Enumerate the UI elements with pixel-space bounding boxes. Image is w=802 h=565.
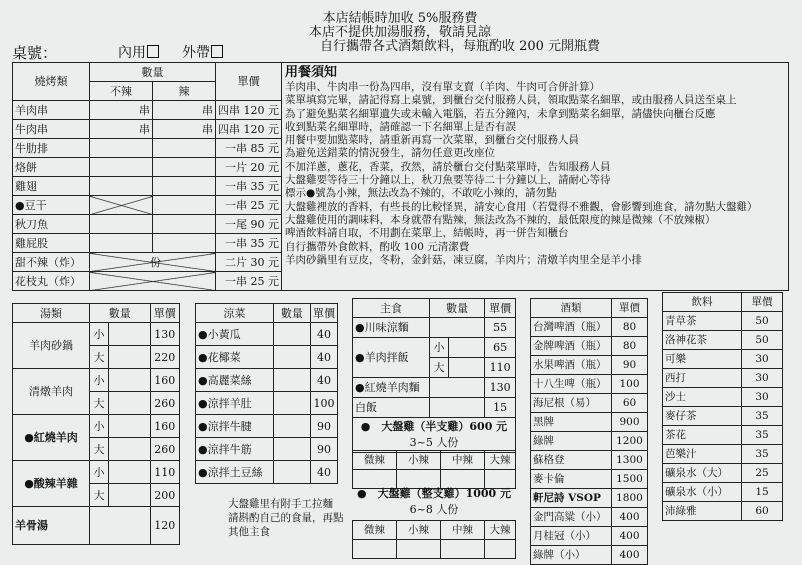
alcohol-price: 60 bbox=[612, 394, 648, 413]
bbq-item-price: 一串 35 元 bbox=[216, 234, 282, 253]
chicken-whole-serves: 6~8 人份 bbox=[409, 503, 459, 516]
cold-qty[interactable] bbox=[273, 323, 310, 346]
soup-price: 110 bbox=[150, 461, 180, 484]
drink-price: 30 bbox=[742, 388, 783, 407]
table-row bbox=[196, 415, 338, 438]
table-row bbox=[663, 464, 783, 483]
cold-price: 90 bbox=[311, 438, 338, 461]
alcohol-item-name: 台灣啤酒（瓶） bbox=[531, 318, 612, 337]
table-row bbox=[531, 470, 648, 489]
drink-item-name: 礦泉水（小） bbox=[663, 483, 742, 502]
bbq-spicy-qty[interactable] bbox=[153, 177, 216, 196]
table-row bbox=[531, 489, 648, 508]
table-row bbox=[663, 312, 783, 331]
cold-dishes-table bbox=[195, 303, 338, 484]
rule-line: 為了避免點菜名細單遺失或未輸入電腦，若五分鐘內，未拿到點菜名細單，請儘快向櫃台反應 bbox=[285, 107, 716, 120]
rule-line: 大盤雞裡放的香料，有些長的比較怪異，請安心食用（若覺得不雅觀，會影響到進食，請勿點大盤雞） bbox=[285, 200, 758, 213]
table-row bbox=[531, 375, 648, 394]
table-row bbox=[663, 350, 783, 369]
size-large: 大 bbox=[90, 484, 109, 507]
cold-qty[interactable] bbox=[273, 415, 310, 438]
dine-in-checkbox[interactable] bbox=[147, 45, 159, 58]
rule-line: 啤酒飲料請自取，不用劃在菜單上，結帳時，再一併告知櫃台 bbox=[285, 227, 569, 240]
spice-small: 小辣 bbox=[397, 521, 441, 540]
note-line: 其他主食 bbox=[228, 526, 270, 538]
notice-no-soup-refill: 本店不提供加湯服務，敬請見諒 bbox=[308, 25, 491, 40]
soup-qty[interactable] bbox=[109, 346, 151, 369]
table-row bbox=[531, 356, 648, 375]
cold-qty[interactable] bbox=[273, 346, 310, 369]
bbq-mild-qty[interactable] bbox=[90, 215, 153, 234]
bbq-spicy-qty[interactable] bbox=[153, 139, 216, 158]
alcohol-header-price: 單價 bbox=[612, 299, 648, 318]
drinks-header-price: 單價 bbox=[742, 293, 783, 312]
table-row bbox=[531, 318, 648, 337]
drink-price: 35 bbox=[742, 445, 783, 464]
bbq-spicy-qty[interactable]: 串 bbox=[153, 101, 216, 120]
drink-item-name: 沙士 bbox=[663, 388, 742, 407]
bbq-item-price: 四串 120 元 bbox=[216, 101, 282, 120]
drink-price: 35 bbox=[742, 407, 783, 426]
soup-qty[interactable] bbox=[109, 484, 151, 507]
soup-price: 260 bbox=[150, 438, 180, 461]
soup-price: 120 bbox=[150, 507, 180, 545]
dining-rules bbox=[282, 63, 789, 291]
soup-qty[interactable] bbox=[109, 438, 151, 461]
drink-item-name: 青草茶 bbox=[663, 312, 742, 331]
size-small: 小 bbox=[90, 461, 109, 484]
bbq-mild-qty-unavailable bbox=[90, 196, 153, 215]
takeout-option[interactable] bbox=[182, 42, 223, 62]
bbq-mild-qty[interactable] bbox=[90, 139, 153, 158]
bbq-item-price: 一串 25 元 bbox=[216, 196, 282, 215]
alcohol-item-name: 金牌啤酒（瓶） bbox=[531, 337, 612, 356]
alcohol-price: 400 bbox=[612, 527, 648, 546]
alcohol-item-name: 綠牌（小） bbox=[531, 546, 612, 565]
staple-header-name: 主食 bbox=[353, 299, 430, 318]
spice-qty[interactable] bbox=[397, 540, 441, 559]
cold-header-name: 涼菜 bbox=[196, 304, 274, 323]
soup-header-qty: 數量 bbox=[90, 304, 151, 323]
soup-price: 130 bbox=[150, 323, 180, 346]
cold-qty[interactable] bbox=[273, 438, 310, 461]
bbq-qty-portion[interactable]: 份 bbox=[90, 253, 216, 272]
rule-line: 標示●號為小辣，無法改為不辣的，不敢吃小辣的，請勿點 bbox=[285, 187, 557, 200]
table-row bbox=[663, 426, 783, 445]
cold-item-name: ●高麗菜絲 bbox=[196, 369, 274, 392]
bbq-item-price: 一串 25 元 bbox=[216, 272, 282, 291]
soup-item-name: ●酸辣羊雜 bbox=[13, 461, 90, 507]
bbq-item-name: ●豆干 bbox=[13, 196, 90, 215]
soup-table bbox=[12, 303, 180, 545]
table-row bbox=[663, 331, 783, 350]
staple-item-name: ●川味涼麵 bbox=[353, 318, 430, 338]
notice-corkage-fee: 自行攜帶各式酒類飲料，每瓶酌收 200 元開瓶費 bbox=[319, 39, 601, 54]
staple-header-qty: 數量 bbox=[430, 299, 485, 318]
bbq-qty-unavailable bbox=[90, 272, 216, 291]
soup-item-name: 羊肉砂鍋 bbox=[13, 323, 90, 369]
table-row bbox=[531, 546, 648, 565]
staple-item-name: ●紅燒羊肉麵 bbox=[353, 378, 430, 398]
drink-price: 50 bbox=[742, 331, 783, 350]
alcohol-item-name: 蘇格登 bbox=[531, 451, 612, 470]
spice-mild: 微辣 bbox=[353, 521, 397, 540]
bbq-header-qty: 數量 bbox=[90, 63, 216, 82]
alcohol-item-name: 麥卡倫 bbox=[531, 470, 612, 489]
rule-line: 羊肉砂鍋里有豆皮，冬粉，金針菇，凍豆腐，羊肉片；清燉羊肉里全是羊小排 bbox=[285, 253, 642, 266]
bbq-header-name: 燒烤類 bbox=[13, 63, 90, 101]
big-plate-chicken-note bbox=[228, 497, 344, 539]
chicken-whole-title: ● 大盤雞（整支雞）1000 元 bbox=[356, 487, 512, 500]
staple-price: 130 bbox=[485, 378, 516, 398]
soup-item-name: 羊骨湯 bbox=[13, 507, 90, 545]
bbq-mild-qty[interactable]: 串 bbox=[90, 101, 153, 120]
staple-qty[interactable] bbox=[430, 318, 485, 338]
drink-item-name: 茶花 bbox=[663, 426, 742, 445]
header-notices bbox=[270, 12, 530, 40]
staple-header-price: 單價 bbox=[485, 299, 516, 318]
soup-qty[interactable] bbox=[109, 461, 151, 484]
alcohol-price: 90 bbox=[612, 356, 648, 375]
rule-line: 收到點菜名細單時，請確認一下名細單上是否有誤 bbox=[285, 120, 516, 133]
table-row bbox=[531, 508, 648, 527]
bbq-spicy-qty[interactable] bbox=[153, 158, 216, 177]
bbq-item-name: 雞翅 bbox=[13, 177, 90, 196]
staple-item-name: 白飯 bbox=[353, 398, 430, 418]
rule-line: 不加洋蔥，蔥花，香菜，孜然，請於櫃台交付點菜單時，告知服務人員 bbox=[285, 160, 611, 173]
bbq-table bbox=[12, 62, 789, 291]
bbq-header-spicy: 辣 bbox=[153, 82, 216, 101]
table-row bbox=[196, 346, 338, 369]
rule-line: 自行攜帶外食飲料，酌收 100 元清潔費 bbox=[285, 240, 470, 253]
drink-price: 60 bbox=[742, 502, 783, 521]
soup-price: 200 bbox=[150, 484, 180, 507]
alcohol-item-name: 十八生啤（瓶） bbox=[531, 375, 612, 394]
table-row bbox=[196, 323, 338, 346]
rule-line: 用餐中要加點菜時，請重新再寫一次菜單，到櫃台交付服務人員 bbox=[285, 134, 579, 147]
staple-qty[interactable] bbox=[430, 398, 485, 418]
note-line: 大盤雞里有附手工拉麵 bbox=[228, 498, 333, 510]
cold-price: 40 bbox=[311, 369, 338, 392]
bbq-mild-qty[interactable] bbox=[90, 158, 153, 177]
bbq-item-price: 一片 20 元 bbox=[216, 158, 282, 177]
drink-item-name: 礦泉水（大） bbox=[663, 464, 742, 483]
bbq-item-price: 二片 30 元 bbox=[216, 253, 282, 272]
rule-line: 大盤雞使用的調味料，本身就帶有點辣，無法改為不辣的，最低限度的辣是微辣（不放辣椒） bbox=[285, 213, 716, 226]
table-row bbox=[663, 445, 783, 464]
size-large: 大 bbox=[430, 358, 449, 378]
alcohol-item-name: 海尼根（易） bbox=[531, 394, 612, 413]
table-number-label: 桌號： bbox=[12, 44, 58, 62]
soup-price: 260 bbox=[150, 392, 180, 415]
soup-qty[interactable] bbox=[109, 323, 151, 346]
drink-price: 15 bbox=[742, 483, 783, 502]
spice-mild: 微辣 bbox=[353, 451, 397, 470]
alcohol-item-name: 月桂冠（小） bbox=[531, 527, 612, 546]
bbq-item-name: 烙餅 bbox=[13, 158, 90, 177]
drink-item-name: 芭樂汁 bbox=[663, 445, 742, 464]
table-row bbox=[196, 369, 338, 392]
drink-price: 30 bbox=[742, 350, 783, 369]
cold-item-name: ●涼拌牛腱 bbox=[196, 415, 274, 438]
staple-price: 15 bbox=[485, 398, 516, 418]
drink-item-name: 可樂 bbox=[663, 350, 742, 369]
spice-hot: 大辣 bbox=[485, 521, 516, 540]
cold-price: 40 bbox=[311, 346, 338, 369]
alcohol-header-name: 酒類 bbox=[531, 299, 612, 318]
chicken-whole-spice-table bbox=[352, 520, 516, 559]
bbq-item-name: 雞屁股 bbox=[13, 234, 90, 253]
note-line: 請斟酌自己的食量，再點 bbox=[228, 512, 344, 524]
cold-item-name: ●涼拌土豆絲 bbox=[196, 461, 274, 484]
table-row bbox=[531, 413, 648, 432]
cold-price: 40 bbox=[311, 461, 338, 484]
staple-qty[interactable] bbox=[430, 378, 485, 398]
bbq-item-name: 牛肉串 bbox=[13, 120, 90, 139]
soup-header-price: 單價 bbox=[150, 304, 180, 323]
alcohol-price: 80 bbox=[612, 318, 648, 337]
alcohol-price: 900 bbox=[612, 413, 648, 432]
drink-item-name: 洛神花茶 bbox=[663, 331, 742, 350]
table-row bbox=[531, 527, 648, 546]
size-small: 小 bbox=[430, 338, 449, 358]
cold-qty[interactable] bbox=[273, 461, 310, 484]
bbq-mild-qty[interactable] bbox=[90, 234, 153, 253]
alcohol-table bbox=[530, 298, 648, 565]
bbq-item-price: 一串 35 元 bbox=[216, 177, 282, 196]
table-row bbox=[196, 438, 338, 461]
table-row bbox=[663, 369, 783, 388]
bbq-item-name: 牛肋排 bbox=[13, 139, 90, 158]
cold-header-price: 單價 bbox=[311, 304, 338, 323]
alcohol-price: 1800 bbox=[612, 489, 648, 508]
table-row bbox=[663, 483, 783, 502]
drink-price: 25 bbox=[742, 464, 783, 483]
size-small: 小 bbox=[90, 323, 109, 346]
bbq-item-name: 羊肉串 bbox=[13, 101, 90, 120]
bbq-item-name: 秋刀魚 bbox=[13, 215, 90, 234]
cold-item-name: ●小黃瓜 bbox=[196, 323, 274, 346]
alcohol-price: 1500 bbox=[612, 470, 648, 489]
table-row bbox=[196, 392, 338, 415]
drink-price: 50 bbox=[742, 312, 783, 331]
drink-item-name: 麥仔茶 bbox=[663, 407, 742, 426]
rule-line: 羊肉串、牛肉串一份為四串，沒有單支賣（羊肉、牛肉可合併計算） bbox=[285, 81, 600, 93]
soup-item-name: ●紅燒羊肉 bbox=[13, 415, 90, 461]
staple-table bbox=[352, 298, 516, 453]
drink-item-name: 沛綠雅 bbox=[663, 502, 742, 521]
table-row bbox=[531, 432, 648, 451]
chicken-half-spice-table bbox=[352, 450, 516, 489]
bbq-item-price: 四串 120 元 bbox=[216, 120, 282, 139]
bbq-spicy-qty[interactable] bbox=[153, 234, 216, 253]
cold-qty[interactable] bbox=[273, 369, 310, 392]
soup-qty[interactable] bbox=[109, 415, 151, 438]
table-row bbox=[196, 461, 338, 484]
alcohol-item-name: 金門高粱（小） bbox=[531, 508, 612, 527]
chicken-half-title: ● 大盤雞（半支雞）600 元 bbox=[360, 420, 508, 433]
size-large: 大 bbox=[90, 392, 109, 415]
size-small: 小 bbox=[90, 369, 109, 392]
notice-service-charge: 本店結帳時加收 5%服務費 bbox=[322, 11, 478, 26]
soup-qty[interactable] bbox=[109, 392, 151, 415]
bbq-spicy-qty[interactable] bbox=[153, 196, 216, 215]
cold-price: 40 bbox=[311, 323, 338, 346]
rule-line: 大盤雞要等待三十分鐘以上，秋刀魚要等待二十分鐘以上，請耐心等待 bbox=[285, 174, 611, 187]
rule-line: 菜單填寫完畢，請記得寫上桌號，到櫃台交付服務人員，領取點菜名細單，或由服務人員送至桌上 bbox=[285, 94, 737, 107]
alcohol-price: 400 bbox=[612, 546, 648, 565]
alcohol-price: 100 bbox=[612, 375, 648, 394]
size-small: 小 bbox=[90, 415, 109, 438]
spice-qty[interactable] bbox=[441, 540, 485, 559]
table-row bbox=[663, 502, 783, 521]
staple-price: 55 bbox=[485, 318, 516, 338]
spice-qty[interactable] bbox=[485, 540, 516, 559]
drinks-table bbox=[662, 292, 783, 521]
soup-qty[interactable] bbox=[90, 507, 151, 545]
soup-price: 160 bbox=[150, 415, 180, 438]
alcohol-item-name: 黑牌 bbox=[531, 413, 612, 432]
staple-item-name: ●羊肉拌飯 bbox=[353, 338, 430, 378]
spice-small: 小辣 bbox=[397, 451, 441, 470]
drink-price: 35 bbox=[742, 426, 783, 445]
soup-qty[interactable] bbox=[109, 369, 151, 392]
bbq-spicy-qty[interactable] bbox=[153, 215, 216, 234]
spice-medium: 中辣 bbox=[441, 451, 485, 470]
alcohol-price: 80 bbox=[612, 337, 648, 356]
big-plate-chicken-half bbox=[353, 418, 516, 453]
table-row bbox=[531, 451, 648, 470]
cold-header-qty: 數量 bbox=[273, 304, 310, 323]
soup-price: 160 bbox=[150, 369, 180, 392]
bbq-item-name: 甜不辣（炸） bbox=[13, 253, 90, 272]
bbq-mild-qty[interactable] bbox=[90, 177, 153, 196]
bbq-item-price: 一尾 90 元 bbox=[216, 215, 282, 234]
spice-hot: 大辣 bbox=[485, 451, 516, 470]
dine-in-option[interactable] bbox=[118, 42, 159, 62]
cold-item-name: ●涼拌羊肚 bbox=[196, 392, 274, 415]
rules-title: 用餐須知 bbox=[285, 65, 338, 80]
staple-qty[interactable] bbox=[449, 358, 485, 378]
soup-header-name: 湯類 bbox=[13, 304, 90, 323]
big-plate-chicken-whole bbox=[352, 486, 516, 518]
staple-price: 110 bbox=[485, 358, 516, 378]
bbq-spicy-qty[interactable]: 串 bbox=[153, 120, 216, 139]
alcohol-price: 1200 bbox=[612, 432, 648, 451]
bbq-item-price: 一串 85 元 bbox=[216, 139, 282, 158]
drink-price: 30 bbox=[742, 369, 783, 388]
bbq-header-mild: 不辣 bbox=[90, 82, 153, 101]
dine-in-label: 內用 bbox=[118, 45, 146, 61]
staple-price: 65 bbox=[485, 338, 516, 358]
soup-item-name: 清燉羊肉 bbox=[13, 369, 90, 415]
bbq-header-price: 單價 bbox=[216, 63, 282, 101]
spice-medium: 中辣 bbox=[441, 521, 485, 540]
alcohol-item-name: 軒尼詩 VSOP bbox=[531, 489, 612, 508]
size-large: 大 bbox=[90, 438, 109, 461]
soup-price: 220 bbox=[150, 346, 180, 369]
table-row bbox=[531, 337, 648, 356]
chicken-half-serves: 3~5 人份 bbox=[409, 436, 459, 449]
cold-item-name: ●花椰菜 bbox=[196, 346, 274, 369]
drink-item-name: 西打 bbox=[663, 369, 742, 388]
size-large: 大 bbox=[90, 346, 109, 369]
bbq-item-name: 花枝丸（炸） bbox=[13, 272, 90, 291]
alcohol-price: 400 bbox=[612, 508, 648, 527]
cold-qty[interactable] bbox=[273, 392, 310, 415]
spice-qty[interactable] bbox=[353, 540, 397, 559]
takeout-checkbox[interactable] bbox=[211, 45, 223, 58]
cold-item-name: ●涼拌牛筋 bbox=[196, 438, 274, 461]
cold-price: 100 bbox=[311, 392, 338, 415]
bbq-mild-qty[interactable]: 串 bbox=[90, 120, 153, 139]
drinks-header-name: 飲料 bbox=[663, 293, 742, 312]
staple-qty[interactable] bbox=[449, 338, 485, 358]
table-row bbox=[663, 407, 783, 426]
table-row bbox=[663, 388, 783, 407]
rule-line: 為避免送錯菜的情況發生，請勿任意更改座位 bbox=[285, 147, 495, 160]
alcohol-item-name: 綠牌 bbox=[531, 432, 612, 451]
cold-price: 90 bbox=[311, 415, 338, 438]
alcohol-item-name: 水果啤酒（瓶） bbox=[531, 356, 612, 375]
takeout-label: 外帶 bbox=[182, 45, 210, 61]
alcohol-price: 1300 bbox=[612, 451, 648, 470]
table-row bbox=[531, 394, 648, 413]
